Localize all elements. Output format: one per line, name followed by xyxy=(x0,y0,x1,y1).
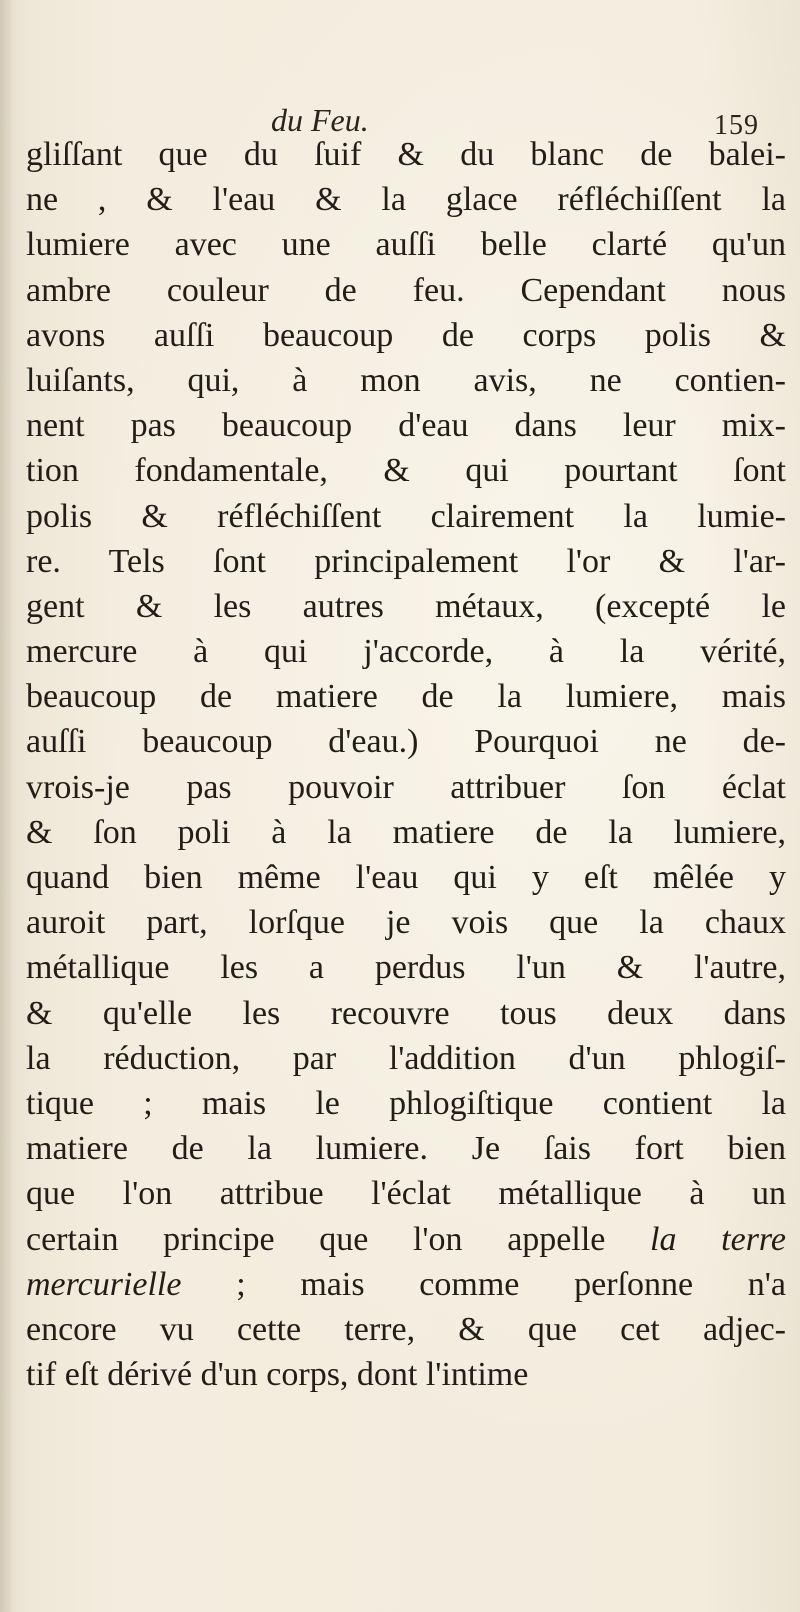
text-run: ; mais comme perſonne n'a xyxy=(181,1265,786,1303)
text-line: nent pas beaucoup d'eau dans leur mix- xyxy=(26,407,786,445)
text-line: re. Tels ſont principalement l'or & l'ar- xyxy=(26,542,786,580)
body-text xyxy=(26,132,786,1397)
text-line: que l'on attribue l'éclat métallique à un xyxy=(26,1175,786,1213)
text-line: auſſi beaucoup d'eau.) Pourquoi ne de- xyxy=(26,723,786,761)
text-line: ambre couleur de feu. Cependant nous xyxy=(26,271,786,309)
text-line: la réduction, par l'addition d'un phlogiſ- xyxy=(26,1039,786,1077)
text-line xyxy=(26,1217,786,1262)
text-line: polis & réfléchiſſent clairement la lumie- xyxy=(26,497,786,535)
text-line: beaucoup de matiere de la lumiere, mais xyxy=(26,678,786,716)
text-line: quand bien même l'eau qui y eſt mêlée y xyxy=(26,859,786,896)
text-line xyxy=(26,1262,786,1307)
text-line: matiere de la lumiere. Je ſais fort bien xyxy=(26,1130,786,1168)
text-line: & ſon poli à la matiere de la lumiere, xyxy=(26,813,786,851)
running-head: du Feu. xyxy=(271,102,369,138)
page-number: 159 xyxy=(714,110,759,141)
text-line: tif eſt dérivé d'un corps, dont l'intime xyxy=(26,1356,529,1394)
text-line: tique ; mais le phlogiſtique contient la xyxy=(26,1084,786,1122)
text-line: mercure à qui j'accorde, à la vérité, xyxy=(26,633,786,671)
text-line: avons auſſi beaucoup de corps polis & xyxy=(26,316,786,354)
text-line: tion fondamentale, & qui pourtant ſont xyxy=(26,452,786,490)
italic-term: la terre xyxy=(650,1220,786,1258)
text-line: lumiere avec une auſſi belle clarté qu'un xyxy=(26,226,786,264)
text-line: auroit part, lorſque je vois que la chaux xyxy=(26,904,786,942)
text-line: luiſants, qui, à mon avis, ne contien- xyxy=(26,361,786,399)
text-line: métallique les a perdus l'un & l'autre, xyxy=(26,949,786,987)
italic-term: mercurielle xyxy=(26,1265,182,1303)
text-line: gent & les autres métaux, (excepté le xyxy=(26,587,786,625)
text-line: vrois-je pas pouvoir attribuer ſon éclat xyxy=(26,768,786,806)
gutter-shadow xyxy=(0,0,14,1612)
text-line: encore vu cette terre, & que cet adjec- xyxy=(26,1310,786,1348)
text-line: ne , & l'eau & la glace réfléchiſſent la xyxy=(26,181,786,219)
text-run: certain principe que l'on appelle xyxy=(26,1220,651,1258)
text-line: gliſſant que du ſuif & du blanc de balei- xyxy=(26,136,786,173)
text-line: & qu'elle les recouvre tous deux dans xyxy=(26,994,786,1032)
